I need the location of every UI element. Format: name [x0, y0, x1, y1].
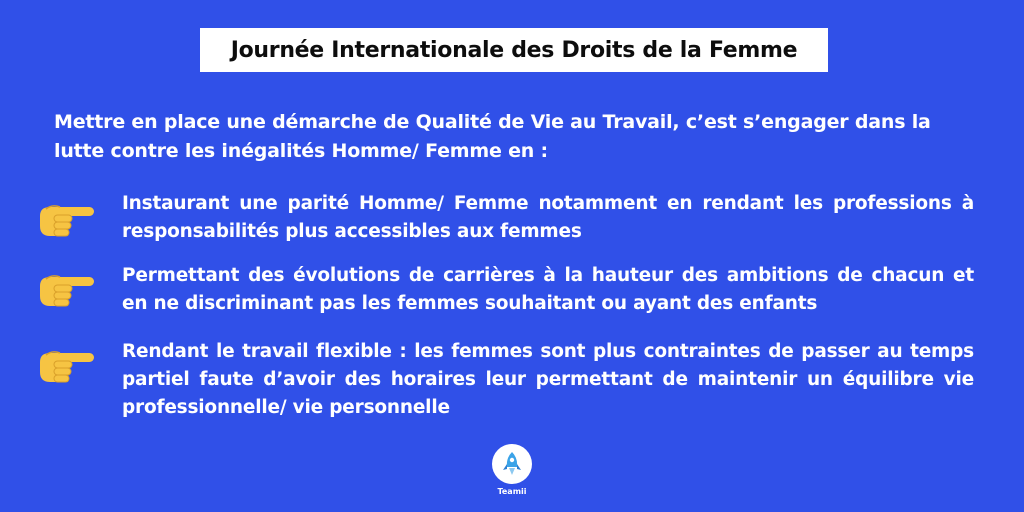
- pointing-hand-icon: [36, 344, 96, 388]
- pointing-hand-icon: [36, 198, 96, 242]
- bullet-text: Rendant le travail flexible : les femmes sont plus contraintes de passer au temps partiel faute d’avoir des horaires leur permettant de maintenir un équilibre vie professionnelle/ vie personnelle: [122, 341, 974, 418]
- pointing-hand-icon: [36, 268, 96, 312]
- intro-text: Mettre en place une démarche de Qualité de Vie au Travail, c’est s’engager dans la lutte contre les inégalités Homme/ Femme en :: [54, 111, 931, 162]
- brand-name: Teamii: [497, 487, 527, 496]
- bullet-text: Permettant des évolutions de carrières à la hauteur des ambitions de chacun et en ne discriminant pas les femmes souhaitant ou ayant des enfants: [122, 265, 974, 314]
- bullet-text: Instaurant une parité Homme/ Femme notamment en rendant les professions à responsabilités plus accessibles aux femmes: [122, 193, 974, 242]
- page-title: Journée Internationale des Droits de la Femme: [230, 37, 798, 63]
- brand-logo: [492, 444, 532, 484]
- title-banner: [200, 28, 828, 72]
- rocket-icon: [500, 451, 524, 477]
